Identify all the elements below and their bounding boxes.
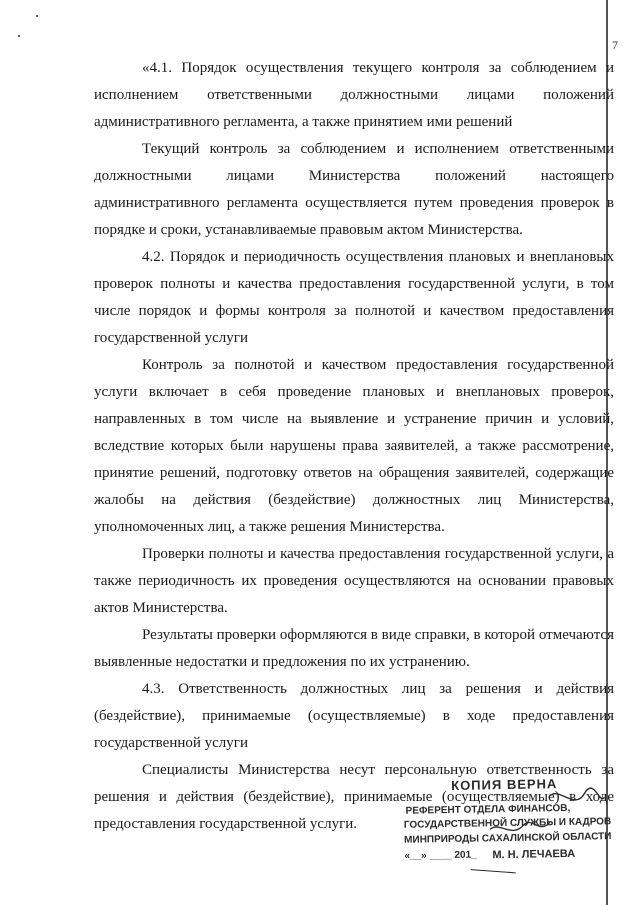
stamp-line-position: РЕФЕРЕНТ ОТДЕЛА ФИНАНСОВ, [405, 802, 571, 817]
paragraph-results: Результаты проверки оформляются в виде справки, в которой отмечаются выявленные недостатки и предложения по их устранению. [94, 627, 614, 670]
stamp-signer-name: М. Н. ЛЕЧАЕВА [492, 847, 576, 862]
scan-speck [18, 35, 20, 37]
certification-stamp [399, 775, 616, 889]
paragraph-inspections: Проверки полноты и качества предоставления государственной услуги, а также периодичность их проведения осуществляются на основании правовых актов Министерства. [94, 546, 614, 616]
stamp-date: «__» ____ 201_ [404, 849, 477, 862]
stamp-line-department: ГОСУДАРСТВЕННОЙ СЛУЖБЫ И КАДРОВ [403, 816, 612, 831]
section-heading-4-1: «4.1. Порядок осуществления текущего контроля за соблюдением и исполнением ответственными должностными лицами положений административного регламента, а также принятием ими решений [94, 60, 614, 130]
paragraph-responsibility: Специалисты Министерства несут персональную ответственность за решения и действия (бездействие), принимаемые (осуществляемые) в ходе предоставления государственной услуги. [94, 762, 614, 832]
stamp-title: КОПИЯ ВЕРНА [451, 776, 558, 793]
section-heading-4-2: 4.2. Порядок и периодичность осуществления плановых и внеплановых проверок полноты и качества предоставления государственной услуги, в том числе порядок и формы контроля за полнотой и качеством предоставления государственной услуги [94, 249, 614, 346]
scan-speck [36, 15, 38, 17]
section-heading-4-3: 4.3. Ответственность должностных лиц за решения и действия (бездействие), принимаемые (осуществляемые) в ходе предоставления государственной услуги [94, 681, 614, 751]
stamp-line-ministry: МИНПРИРОДЫ САХАЛИНСКОЙ ОБЛАСТИ [404, 831, 612, 846]
paragraph-control-content: Контроль за полнотой и качеством предоставления государственной услуги включает в себя проведение плановых и внеплановых проверок, направленных в том числе на выявление и устранение причин и условий, вследствие которых были нарушены права заявителей, а также рассмотрение, принятие решений, подготовку ответов на обращения заявителей, содержащие жалобы на действия (бездействие) должностных лиц Министерства, уполномоченных лиц, а также решения Министерства. [94, 357, 614, 535]
page-number: 7 [612, 38, 618, 52]
paragraph-current-control: Текущий контроль за соблюдением и исполнением ответственными должностными лицами Министерства положений настоящего административного регламента осуществляется путем проведения проверок в порядке и сроки, устанавливаемые правовым актом Министерства. [94, 141, 614, 238]
